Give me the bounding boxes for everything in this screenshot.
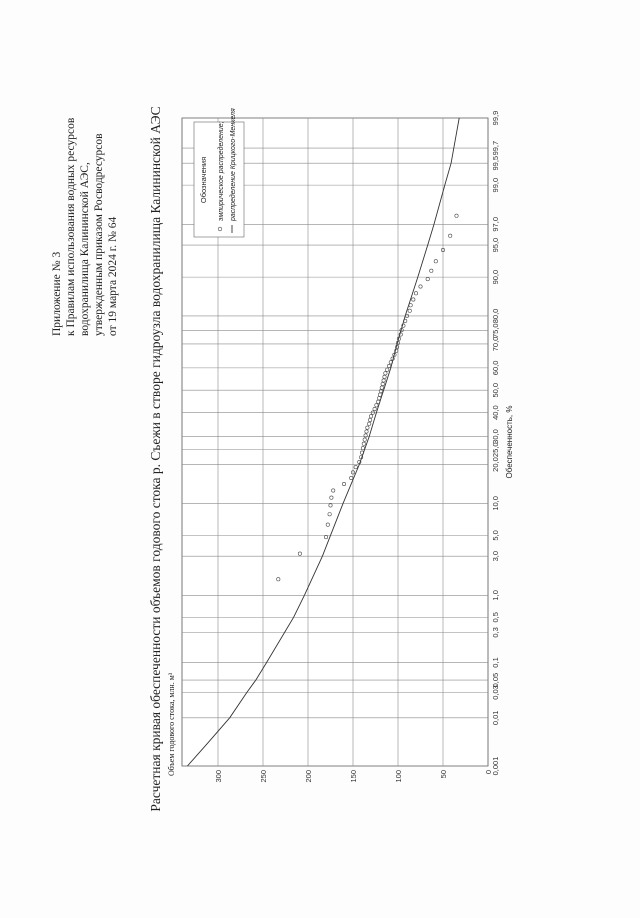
x-tick-label: 30,0: [491, 429, 500, 444]
x-tick-label: 95,0: [491, 237, 500, 253]
x-tick-label: 99,9: [491, 110, 500, 126]
y-axis-label: Объем годового стока, млн. м³: [167, 672, 176, 776]
header-line: к Правилам использования водных ресурсов: [65, 117, 77, 336]
y-tick-label: 200: [304, 770, 313, 783]
x-tick-label: 97,0: [491, 216, 500, 232]
chart-title: Расчетная кривая обеспеченности объемов годового стока р. Съежи в створе гидроузла водохранилища Калининской АЭС: [148, 106, 163, 812]
x-tick-label: 99,5: [491, 155, 500, 171]
x-tick-label: 0,1: [491, 657, 500, 668]
x-tick-label: 1,0: [491, 590, 500, 601]
x-tick-label: 90,0: [491, 269, 500, 285]
x-tick-label: 75,0: [491, 323, 500, 339]
x-tick-label: 10,0: [491, 496, 500, 511]
x-tick-label: 0,5: [491, 612, 500, 623]
y-tick-label: 150: [349, 770, 358, 783]
x-tick-label: 3,0: [491, 550, 500, 562]
x-tick-label: 0,05: [491, 672, 500, 688]
x-tick-label: 80,0: [491, 308, 500, 324]
legend-entry: эмпирическое распределение;: [218, 121, 225, 221]
header-line: Приложение № 3: [51, 251, 63, 336]
y-tick-label: 300: [214, 770, 223, 783]
x-tick-label: 40,0: [491, 405, 500, 420]
x-tick-label: 99,0: [491, 177, 500, 193]
x-tick-label: 50,0: [491, 382, 500, 398]
y-tick-label: 50: [439, 770, 448, 779]
x-tick-label: 0,01: [491, 710, 500, 726]
x-tick-label: 0,3: [491, 627, 500, 638]
x-tick-label: 70,0: [491, 336, 500, 352]
x-tick-label: 99,7: [491, 140, 500, 156]
legend-title: Обозначения: [199, 156, 208, 204]
x-axis-label: Обеспеченность, %: [505, 405, 514, 479]
x-tick-label: 5,0: [491, 530, 500, 541]
header-line: от 19 марта 2024 г. № 64: [107, 216, 119, 336]
x-tick-label: 25,0: [491, 442, 500, 458]
header-line: водохранилища Калининской АЭС,: [79, 162, 91, 336]
y-tick-label: 250: [259, 770, 268, 783]
legend-entry: распределение Крицкого-Менкеля: [230, 108, 237, 221]
x-tick-label: 20,0: [491, 457, 500, 472]
x-tick-label: 0,03: [491, 685, 500, 700]
y-tick-label: 0: [484, 770, 493, 775]
y-tick-label: 100: [394, 770, 403, 783]
x-tick-label: 0,001: [491, 756, 500, 776]
header-line: утвержденным приказом Росводресурсов: [93, 133, 105, 336]
x-tick-label: 60,0: [491, 360, 500, 376]
